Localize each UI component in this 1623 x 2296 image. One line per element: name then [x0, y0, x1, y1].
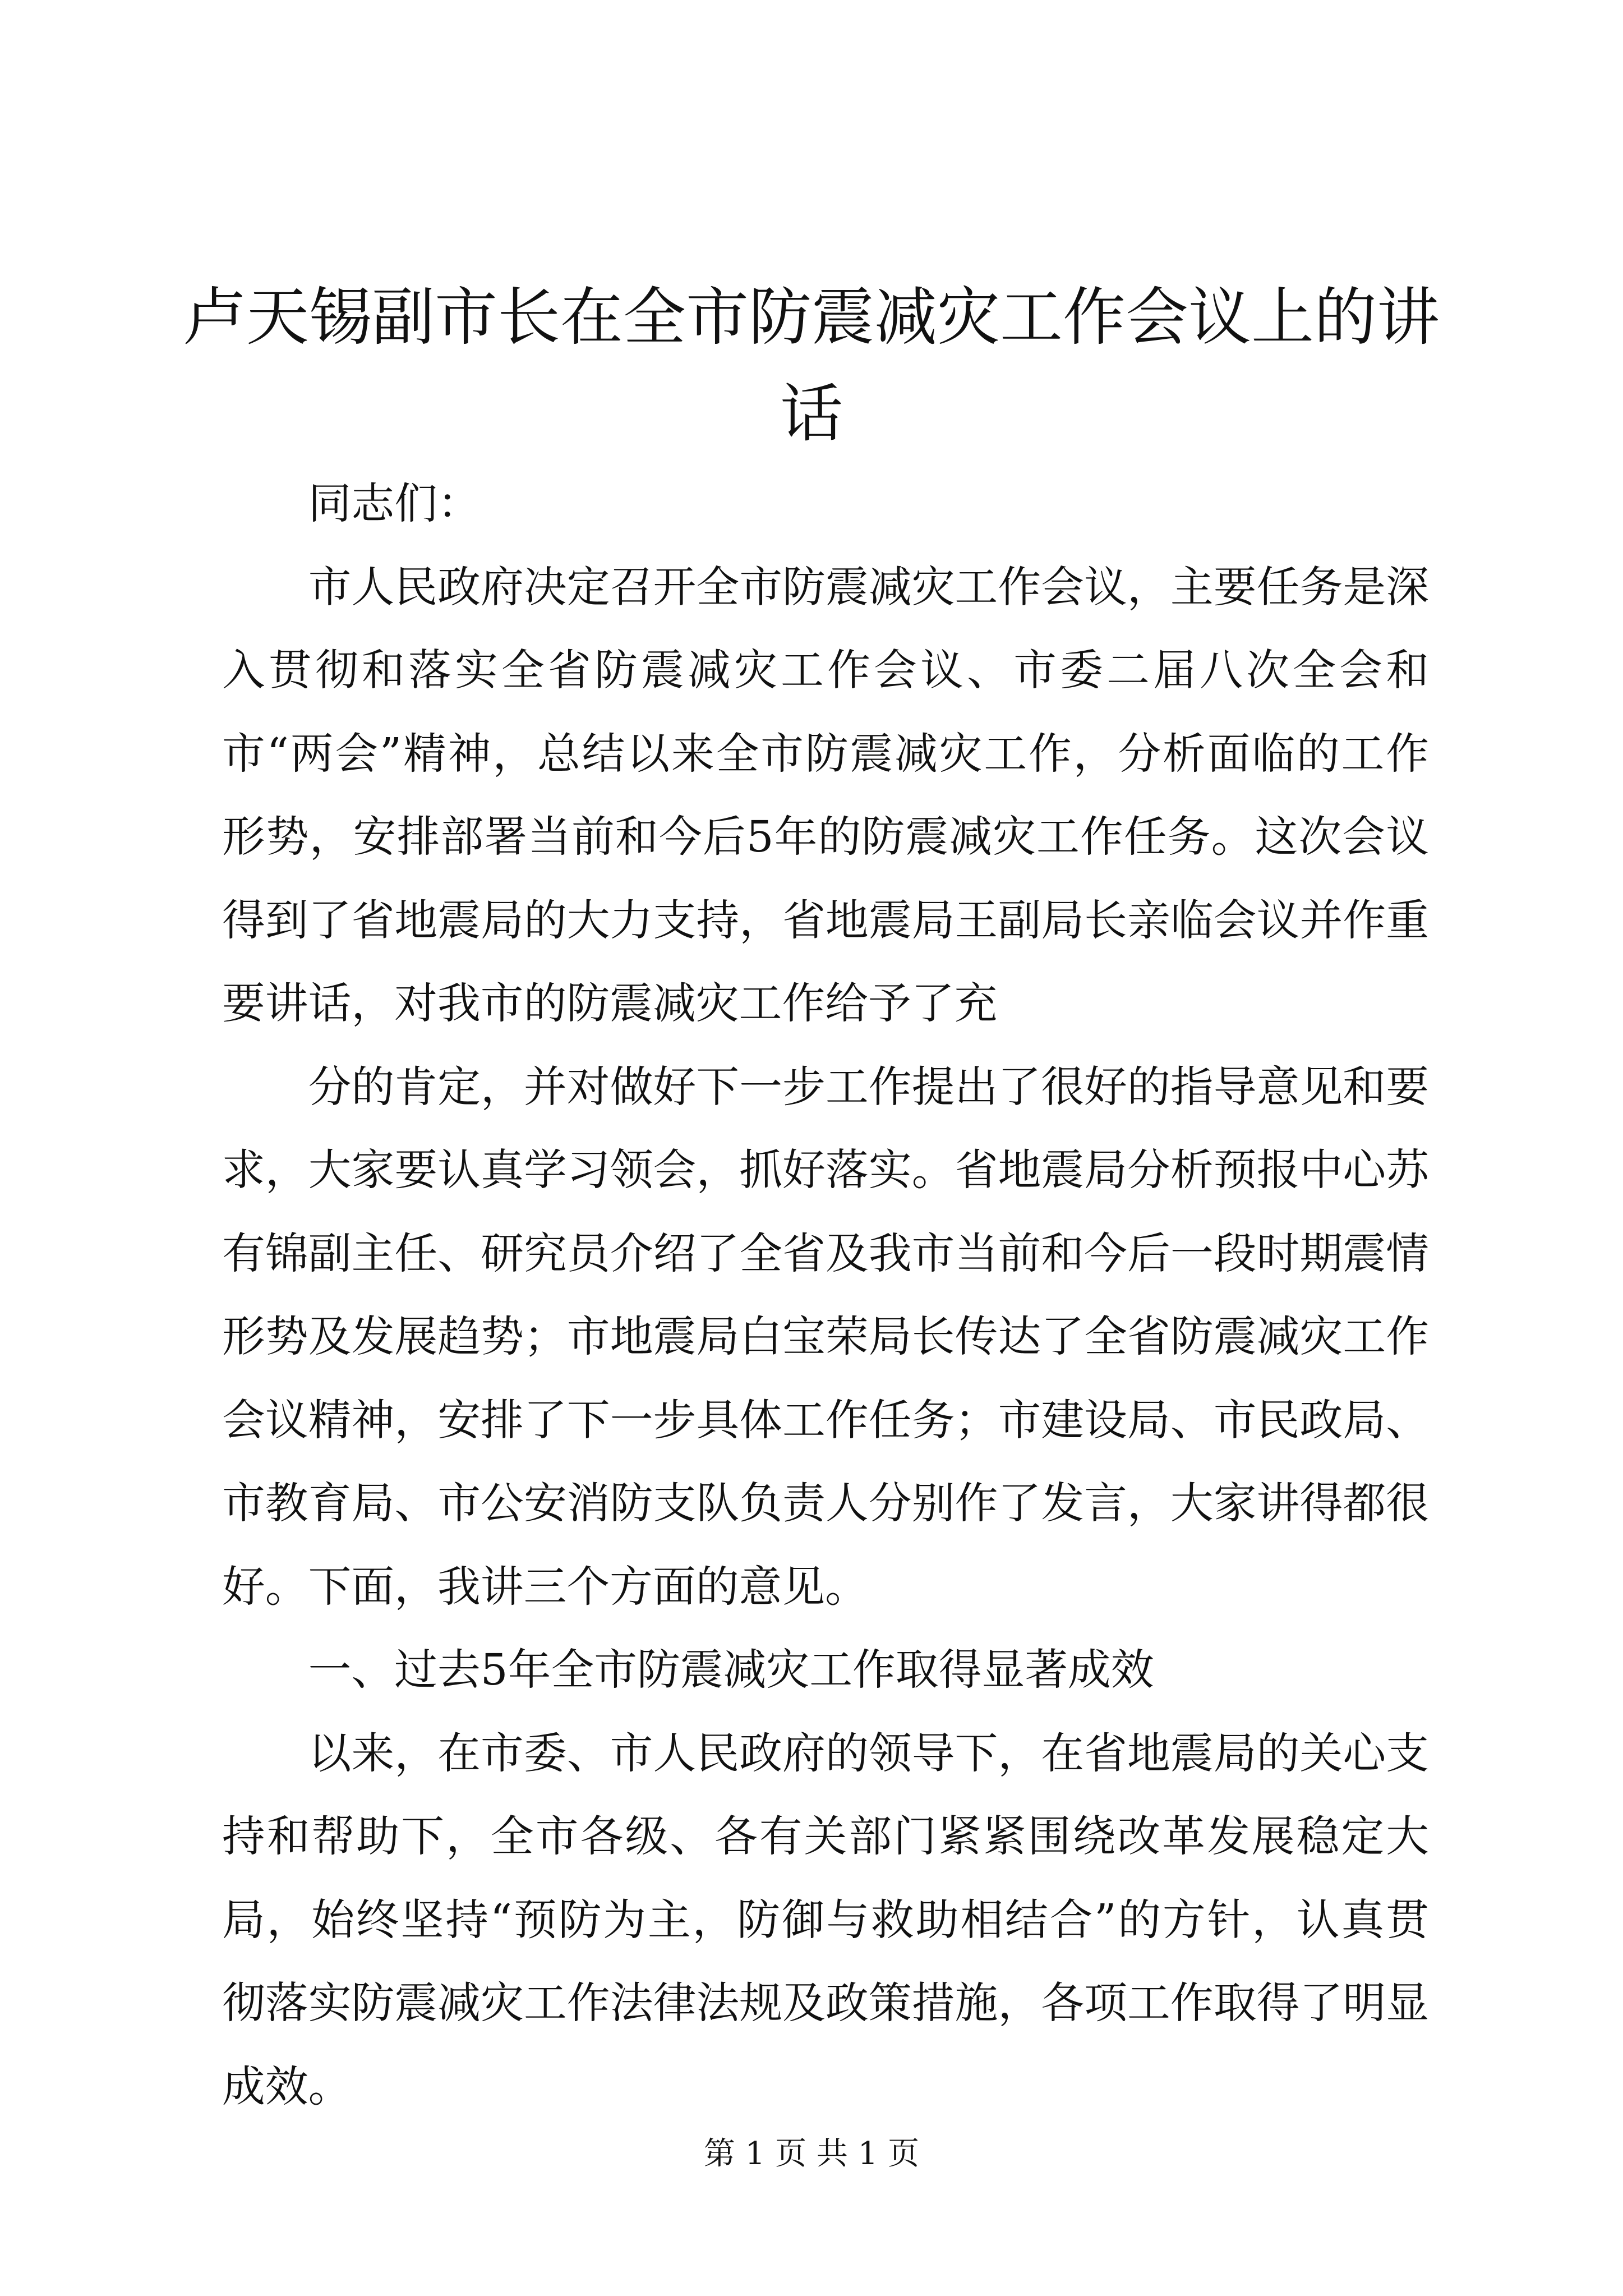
paragraph: 分的肯定，并对做好下一步工作提出了很好的指导意见和要求，大家要认真学习领会，抓好落实。省地震局分析预报中心苏有锦副主任、研究员介绍了全省及我市当前和今后一段时期震情形势及发展趋势；市地震局白宝荣局长传达了全省防震减灾工作会议精神，安排了下一步具体工作任务；市建设局、市民政局、市教育局、市公安消防支队负责人分别作了发言，大家讲得都很好。下面，我讲三个方面的意见。: [222, 1062, 1429, 1612]
section-heading: 一、过去5年全市防震减灾工作取得显著成效: [308, 1645, 1154, 1695]
salutation: 同志们：: [308, 479, 481, 529]
paragraph: 以来，在市委、市人民政府的领导下，在省地震局的关心支持和帮助下，全市各级、各有关部门紧紧围绕改革发展稳定大局，始终坚持“预防为主，防御与救助相结合”的方针，认真贯彻落实防震减灾工作法律法规及政策措施，各项工作取得了明显成效。: [222, 1728, 1429, 2112]
paragraph: 市人民政府决定召开全市防震减灾工作会议，主要任务是深入贯彻和落实全省防震减灾工作会议、市委二届八次全会和市“两会”精神，总结以来全市防震减灾工作，分析面临的工作形势，安排部署当前和今后5年的防震减灾工作任务。这次会议得到了省地震局的大力支持，省地震局王副局长亲临会议并作重要讲话，对我市的防震减灾工作给予了充: [222, 562, 1429, 1029]
page-footer: 第 1 页 共 1 页: [703, 2136, 920, 2172]
document-title: 卢天锡副市长在全市防震减灾工作会议上的讲话: [183, 281, 1440, 450]
document-body: [222, 463, 1429, 2129]
